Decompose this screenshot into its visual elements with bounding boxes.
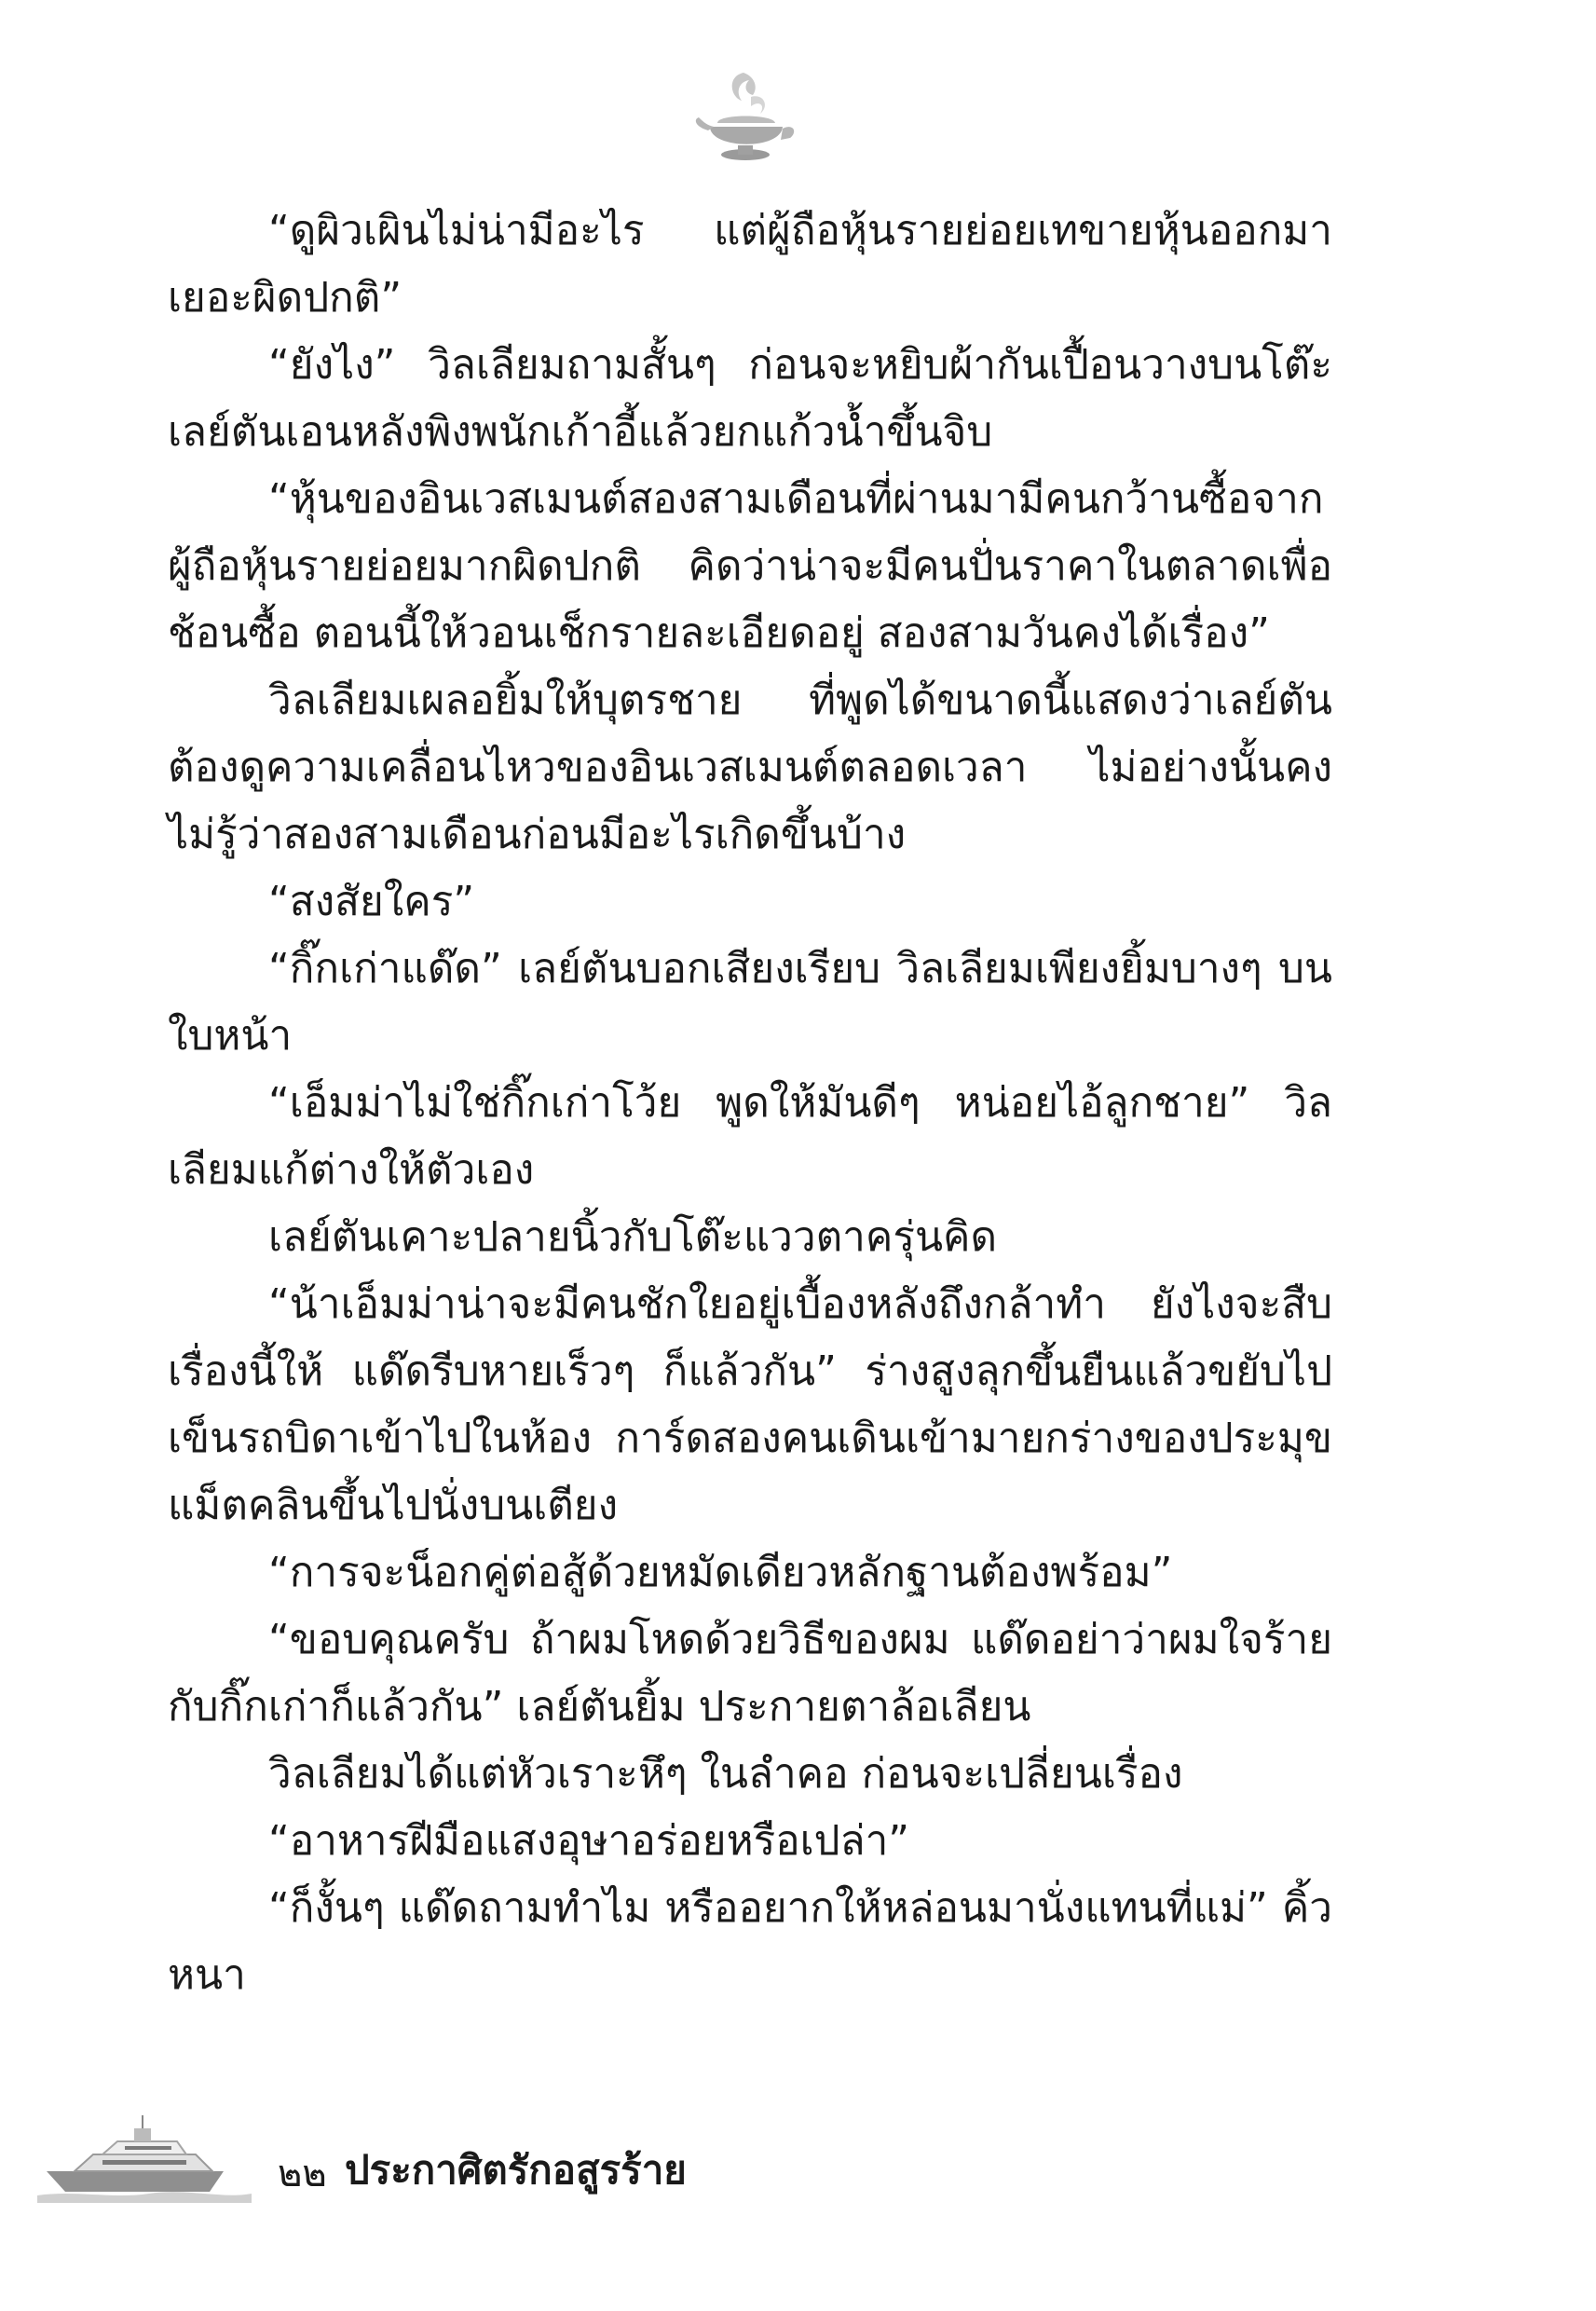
paragraph: “กิ๊กเก่าแด๊ด” เลย์ตันบอกเสียงเรียบ วิลเลียมเพียงยิ้มบางๆ บนใบหน้า [168, 945, 1332, 1060]
book-title: ประกาศิตรักอสูรร้าย [345, 2147, 687, 2193]
paragraph: วิลเลียมเผลอยิ้มให้บุตรชาย ที่พูดได้ขนาดนี้แสดงว่าเลย์ตันต้องดูความเคลื่อนไหวของอินเวสเมนต์ตลอดเวลา ไม่อย่างนั้นคงไม่รู้ว่าสองสามเดือนก่อนมีอะไรเกิดขึ้นบ้าง [168, 677, 1332, 858]
paragraph: “ยังไง” วิลเลียมถามสั้นๆ ก่อนจะหยิบผ้ากันเปื้อนวางบนโต๊ะ เลย์ตันเอนหลังพิงพนักเก้าอี้แล้วยกแก้วน้ำขึ้นจิบ [168, 341, 1332, 456]
page-number: ๒๒ [278, 2153, 327, 2195]
paragraph: “น้าเอ็มม่าน่าจะมีคนชักใยอยู่เบื้องหลังถึงกล้าทำ ยังไงจะสืบเรื่องนี้ให้ แด๊ดรีบหายเร็วๆ ก็แล้วกัน” ร่างสูงลุกขึ้นยืนแล้วขยับไปเข็นรถบิดาเข้าไปในห้อง การ์ดสองคนเดินเข้ามายกร่างของประมุขแม็ตคลินขึ้นไปนั่งบนเตียง [168, 1280, 1332, 1529]
paragraph: “หุ้นของอินเวสเมนต์สองสามเดือนที่ผ่านมามีคนกว้านซื้อจากผู้ถือหุ้นรายย่อยมากผิดปกติ คิดว่าน่าจะมีคนปั่นราคาในตลาดเพื่อช้อนซื้อ ตอนนี้ให้วอนเช็กรายละเอียดอยู่ สองสามวันคงได้เรื่อง” [168, 475, 1332, 657]
paragraph: วิลเลียมได้แต่หัวเราะหึๆ ในลำคอ ก่อนจะเปลี่ยนเรื่อง [268, 1750, 1183, 1798]
paragraph: “สงสัยใคร” [268, 878, 475, 925]
yacht-icon [37, 2106, 252, 2208]
paragraph: เลย์ตันเคาะปลายนิ้วกับโต๊ะแววตาครุ่นคิด [268, 1213, 998, 1261]
paragraph: “ดูผิวเผินไม่น่ามีอะไร แต่ผู้ถือหุ้นรายย่อยเทขายหุ้นออกมาเยอะผิดปกติ” [168, 207, 1332, 321]
paragraph: “อาหารฝีมือแสงอุษาอร่อยหรือเปล่า” [268, 1817, 910, 1865]
paragraph: “ก็งั้นๆ แด๊ดถามทำไม หรืออยากให้หล่อนมานั่งแทนที่แม่” คิ้วหนา [168, 1884, 1332, 1999]
paragraph: “เอ็มม่าไม่ใช่กิ๊กเก่าโว้ย พูดให้มันดีๆ หน่อยไอ้ลูกชาย” วิลเลียมแก้ต่างให้ตัวเอง [168, 1079, 1332, 1194]
paragraph: “ขอบคุณครับ ถ้าผมโหดด้วยวิธีของผม แด๊ดอย่าว่าผมใจร้ายกับกิ๊กเก่าก็แล้วกัน” เลย์ตันยิ้ม ประกายตาล้อเลียน [168, 1616, 1332, 1730]
genie-lamp-icon [689, 65, 801, 177]
page-footer [37, 2106, 745, 2208]
paragraph: “การจะน็อกคู่ต่อสู้ด้วยหมัดเดียวหลักฐานต้องพร้อม” [268, 1549, 1173, 1596]
body-text [168, 198, 1332, 2009]
